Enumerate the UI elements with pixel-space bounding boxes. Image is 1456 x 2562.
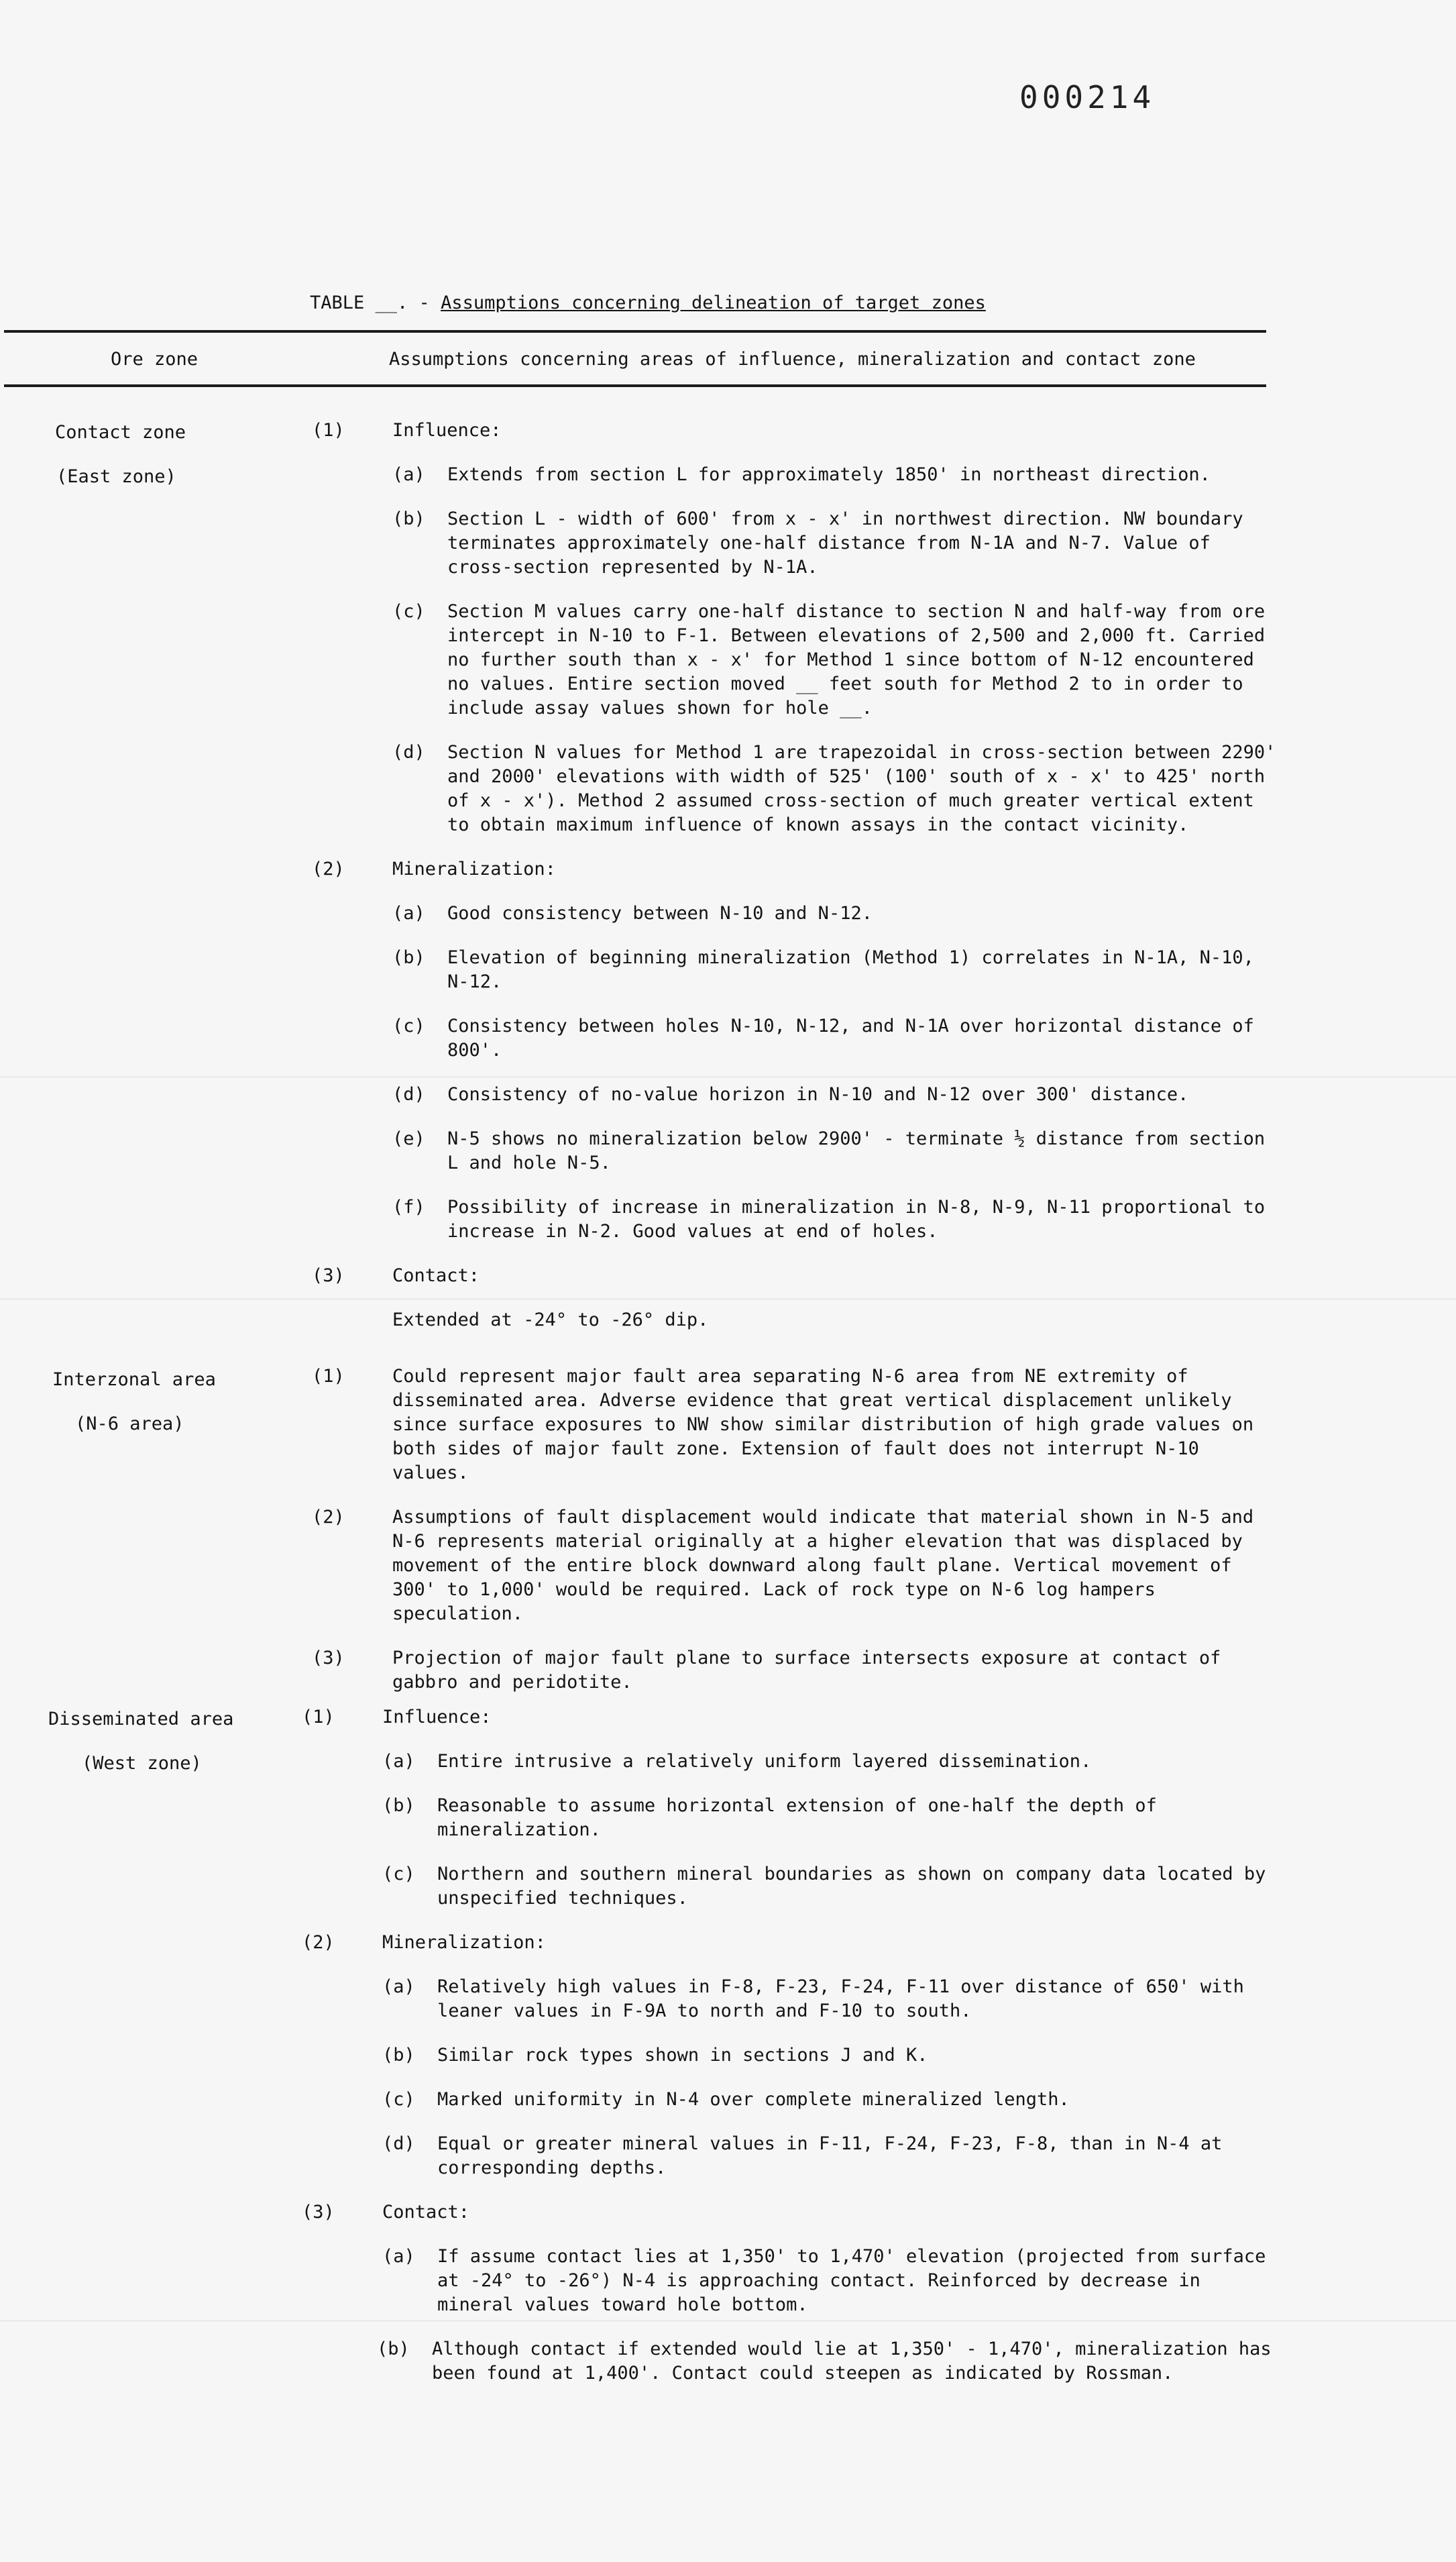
section-label: Interzonal area: [52, 1369, 216, 1390]
item-label: (b): [377, 2339, 410, 2359]
item-label: (d): [392, 742, 425, 763]
list-item: [382, 2088, 1278, 2112]
item-label: (a): [382, 2246, 415, 2267]
item-text: Good consistency between N-10 and N-12.: [447, 903, 873, 924]
list-item: [392, 946, 1278, 994]
column-header-assumptions: Assumptions concerning areas of influence, mineralization and contact zone: [389, 349, 1196, 370]
item-label: (e): [392, 1128, 425, 1149]
list-item: [392, 463, 1278, 487]
item-text: Possibility of increase in mineralization in N-8, N-9, N-11 proportional to increase in N-2. Good values at end of holes.: [447, 1197, 1266, 1242]
subsection: [312, 1264, 1278, 1288]
list-item: [382, 2132, 1278, 2180]
item-label: (a): [382, 1751, 415, 1772]
subsection-number: (1): [312, 1366, 345, 1387]
item-label: (d): [382, 2133, 415, 2154]
item-text: Entire intrusive a relatively uniform layered dissemination.: [437, 1751, 1092, 1772]
header-top-rule: [4, 330, 1266, 333]
section-label-interzonal-area: [52, 1358, 216, 1446]
item-label: (b): [382, 2045, 415, 2066]
table-title: [310, 292, 986, 313]
item-text: Similar rock types shown in sections J and K.: [437, 2045, 928, 2066]
section-sublabel: (N-6 area): [75, 1413, 184, 1434]
subsection-heading: Influence:: [382, 1707, 492, 1727]
item-text: Consistency between holes N-10, N-12, and N-1A over horizontal distance of 800'.: [447, 1016, 1254, 1061]
item-text: Section L - width of 600' from x - x' in northwest direction. NW boundary terminates approximately one-half distance from N-1A and N-7. Value of cross-section represented by N-1A.: [447, 509, 1243, 578]
item-label: (c): [392, 601, 425, 622]
subsection-number: (1): [302, 1707, 335, 1727]
subsection-text: Assumptions of fault displacement would indicate that material shown in N-5 and N-6 represents material originally at a higher elevation that was displaced by movement of the entire block downward along fault plane. Vertical movement of 300' to 1,000' would be required. Lack of rock type on N-6 log hampers speculation.: [392, 1507, 1254, 1624]
subsection: [302, 2200, 1278, 2225]
subsection: [302, 1931, 1278, 1955]
list-item: [392, 600, 1278, 720]
item-label: (d): [392, 1084, 425, 1105]
section-label: Contact zone: [55, 422, 186, 443]
item-text: Relatively high values in F-8, F-23, F-24, F-11 over distance of 650' with leaner values in F-9A to north and F-10 to south.: [437, 1976, 1244, 2021]
list-item: [382, 1794, 1278, 1842]
item-label: (a): [392, 903, 425, 924]
item-text: Although contact if extended would lie at 1,350' - 1,470', mineralization has been found at 1,400'. Contact could steepen as indicated by Rossman.: [432, 2339, 1272, 2384]
section-label-contact-zone: [55, 411, 186, 499]
subsection: [312, 1646, 1278, 1695]
subsection: [302, 1705, 1278, 1729]
section-body-interzonal-area: [312, 1365, 1278, 1715]
subsection: [312, 419, 1278, 443]
section-body-contact-zone: [312, 419, 1278, 1332]
item-label: (b): [392, 509, 425, 529]
item-text: Reasonable to assume horizontal extension of one-half the depth of mineralization.: [437, 1795, 1157, 1840]
section-body-disseminated-area: [302, 1705, 1278, 2406]
section-label: Disseminated area: [48, 1709, 234, 1729]
subsection: [312, 857, 1278, 882]
table-title-prefix: TABLE __. -: [310, 292, 441, 313]
item-text: N-5 shows no mineralization below 2900' - terminate ½ distance from section L and hole N-5.: [447, 1128, 1266, 1173]
item-label: (b): [382, 1795, 415, 1816]
header-bottom-rule: [4, 384, 1266, 387]
table-title-text: Assumptions concerning delineation of target zones: [441, 292, 986, 313]
subsection: [312, 1365, 1278, 1485]
subsection-number: (3): [312, 1265, 345, 1286]
subsection: [312, 1505, 1278, 1626]
item-label: (b): [392, 947, 425, 968]
subsection-body: Extended at -24° to -26° dip.: [392, 1310, 709, 1330]
subsection-heading: Mineralization:: [382, 1932, 546, 1953]
subsection-number: (3): [312, 1648, 345, 1668]
section-label-disseminated-area: [48, 1697, 233, 1786]
subsection-heading: Mineralization:: [392, 859, 556, 879]
list-item: [392, 1014, 1278, 1063]
subsection-number: (3): [302, 2202, 335, 2223]
section-sublabel: (West zone): [82, 1753, 202, 1774]
item-label: (c): [382, 1864, 415, 1884]
subsection-heading: Influence:: [392, 420, 502, 441]
item-text: Marked uniformity in N-4 over complete mineralized length.: [437, 2089, 1070, 2110]
list-item: [382, 2043, 1278, 2068]
item-label: (f): [392, 1197, 425, 1218]
subsection-number: (2): [312, 859, 345, 879]
list-item: [392, 1127, 1278, 1175]
section-sublabel: (East zone): [56, 466, 176, 487]
list-item: [377, 2337, 1278, 2386]
subsection-text: Could represent major fault area separating N-6 area from NE extremity of disseminated area. Adverse evidence that great vertical displacement unlikely since surface exposures to NW show similar distribution of high grade values on both sides of major fault zone. Extension of fault does not interrupt N-10 values.: [392, 1366, 1254, 1483]
item-text: Section M values carry one-half distance to section N and half-way from ore intercept in N-10 to F-1. Between elevations of 2,500 and 2,000 ft. Carried no further south than x - x' for Method 1 since bottom of N-12 encountered no values. Entire section moved __ feet south for Method 2 to in order to include assay values shown for hole __.: [447, 601, 1266, 718]
document-id: 000214: [1019, 79, 1156, 115]
list-item: [382, 1975, 1278, 2023]
column-header-ore-zone: Ore zone: [111, 349, 199, 370]
item-text: Northern and southern mineral boundaries as shown on company data located by unspecified techniques.: [437, 1864, 1266, 1909]
list-item: [382, 1862, 1278, 1911]
subsection-number: (2): [312, 1507, 345, 1528]
item-label: (a): [382, 1976, 415, 1997]
item-text: Elevation of beginning mineralization (Method 1) correlates in N-1A, N-10, N-12.: [447, 947, 1254, 992]
list-item: [392, 741, 1278, 837]
list-item: [392, 902, 1278, 926]
item-text: Consistency of no-value horizon in N-10 and N-12 over 300' distance.: [447, 1084, 1189, 1105]
list-item: [382, 2245, 1278, 2317]
list-item: [392, 1083, 1278, 1107]
list-item: [392, 1195, 1278, 1244]
subsection-number: (2): [302, 1932, 335, 1953]
item-text: Extends from section L for approximately 1850' in northeast direction.: [447, 464, 1211, 485]
item-text: Section N values for Method 1 are trapezoidal in cross-section between 2290' and 2000' elevations with width of 525' (100' south of x - x' to 425' north of x - x'). Method 2 assumed cross-section of much greater vertical extent to obtain maximum influence of known assays in the contact vicinity.: [447, 742, 1276, 835]
subsection-text: Projection of major fault plane to surface intersects exposure at contact of gabbro and peridotite.: [392, 1648, 1221, 1693]
item-label: (c): [392, 1016, 425, 1036]
item-text: If assume contact lies at 1,350' to 1,470' elevation (projected from surface at -24° to -26°) N-4 is approaching contact. Reinforced by decrease in mineral values toward hole bottom.: [437, 2246, 1266, 2315]
list-item: [392, 507, 1278, 580]
subsection-heading: Contact:: [392, 1265, 480, 1286]
list-item: [382, 1750, 1278, 1774]
item-text: Equal or greater mineral values in F-11, F-24, F-23, F-8, than in N-4 at corresponding depths.: [437, 2133, 1223, 2178]
subsection-number: (1): [312, 420, 345, 441]
subsection-heading: Contact:: [382, 2202, 470, 2223]
item-label: (a): [392, 464, 425, 485]
item-label: (c): [382, 2089, 415, 2110]
